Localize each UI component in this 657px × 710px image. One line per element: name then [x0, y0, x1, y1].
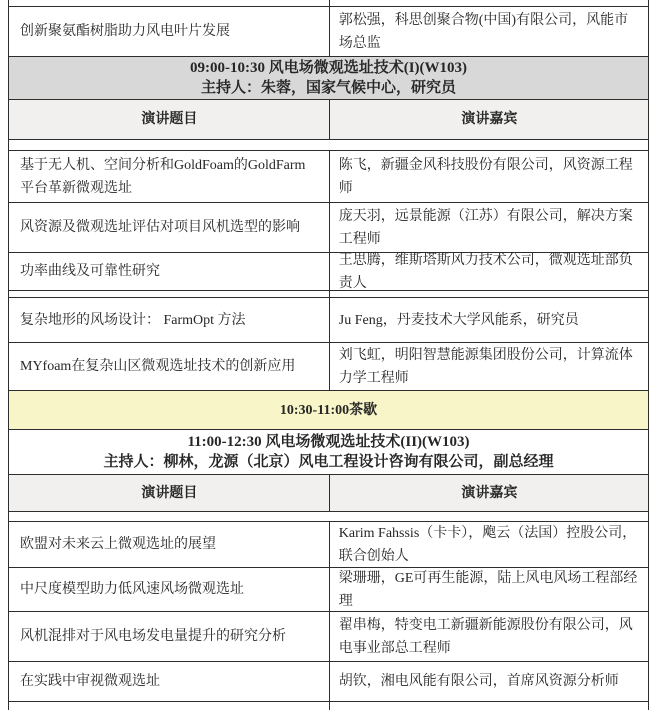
speaker-cell — [330, 0, 648, 6]
talk-title-cell: 在实践中审视微观选址 — [9, 662, 330, 701]
gap-cell — [330, 512, 648, 521]
agenda-row — [9, 343, 648, 391]
agenda-row — [9, 662, 648, 702]
agenda-row — [9, 151, 648, 203]
talk-title-cell: 中尺度模型助力低风速风场微观选址 — [9, 568, 330, 611]
session1-time-title: 09:00-10:30 风电场微观选址技术(I)(W103) — [189, 60, 468, 76]
speaker-cell: 刘飞虹，明阳智慧能源集团股份公司，计算流体力学工程师 — [338, 347, 633, 386]
gap-cell — [9, 512, 330, 521]
talk-title-cell: 复杂地形的风场设计： FarmOpt 方法 — [9, 298, 330, 342]
speaker-cell — [330, 702, 648, 710]
column-header-topic: 演讲题目 — [9, 475, 330, 511]
tea-break-label: 10:30-11:00茶歇 — [279, 402, 378, 418]
column-header-guest: 演讲嘉宾 — [461, 112, 518, 127]
talk-title-cell: 功率曲线及可靠性研究 — [9, 253, 330, 290]
talk-title-cell: 欧盟对未来云上微观选址的展望 — [9, 522, 330, 567]
speaker-cell: 陈飞，新疆金风科技股份有限公司，风资源工程师 — [338, 157, 633, 196]
session2-banner-text — [9, 430, 648, 474]
talk-title-cell: 基于无人机、空间分析和GoldFoam的GoldFarm平台革新微观选址 — [9, 151, 330, 202]
row-gap — [9, 140, 648, 151]
partial-row-top — [9, 0, 648, 7]
session2-chair: 主持人：柳林，龙源（北京）风电工程设计咨询有限公司，副总经理 — [103, 454, 554, 470]
session2-time-title: 11:00-12:30 风电场微观选址技术(II)(W103) — [187, 434, 470, 450]
column-header-row — [9, 100, 648, 140]
gap-cell — [9, 140, 330, 150]
speaker-cell: Karim Fahssis（卡卡），飑云（法国）控股公司，联合创始人 — [338, 525, 637, 564]
agenda-row — [9, 522, 648, 568]
column-header-guest: 演讲嘉宾 — [461, 485, 518, 501]
column-header-row — [9, 475, 648, 512]
talk-title-cell: 风机混排对于风电场发电量提升的研究分析 — [9, 612, 330, 661]
speaker-cell: 庞天羽，远景能源（江苏）有限公司，解决方案工程师 — [338, 208, 633, 247]
speaker-cell: 王思腾，维斯塔斯风力技术公司，微观选址部负责人 — [338, 252, 633, 291]
agenda-row — [9, 298, 648, 343]
speaker-cell: 郭松强，科思创聚合物(中国)有限公司，风能市场总监 — [338, 12, 629, 51]
gap-cell — [9, 291, 330, 297]
session2-banner — [9, 430, 648, 475]
agenda-table — [8, 0, 649, 710]
row-gap — [9, 291, 648, 298]
talk-title-cell: MYfoam在复杂山区微观选址技术的创新应用 — [9, 343, 330, 390]
agenda-row — [9, 612, 648, 662]
speaker-cell: 胡钦，湘电风能有限公司，首席风资源分析师 — [338, 674, 619, 689]
row-gap — [9, 512, 648, 522]
speaker-cell: Ju Feng，丹麦技术大学风能系，研究员 — [338, 312, 579, 328]
speaker-cell: 翟串梅，特变电工新疆新能源股份有限公司，风电事业部总工程师 — [338, 617, 633, 656]
gap-cell — [330, 140, 648, 150]
talk-title-cell: 风资源及微观选址评估对项目风机选型的影响 — [9, 203, 330, 252]
session1-chair: 主持人：朱蓉，国家气候中心，研究员 — [200, 80, 456, 96]
talk-title-cell — [9, 702, 330, 710]
gap-cell — [330, 291, 648, 297]
tea-break-row — [9, 391, 648, 430]
agenda-row — [9, 253, 648, 291]
talk-title-cell — [9, 0, 330, 6]
talk-title-cell: 创新聚氨酯树脂助力风电叶片发展 — [9, 7, 330, 56]
session1-banner — [9, 57, 648, 100]
column-header-topic: 演讲题目 — [9, 100, 330, 139]
session1-banner-text — [9, 57, 648, 99]
agenda-row — [9, 568, 648, 612]
speaker-cell: 梁珊珊，GE可再生能源，陆上风电风场工程部经理 — [338, 570, 638, 609]
agenda-row — [9, 203, 648, 253]
agenda-row — [9, 7, 648, 57]
partial-row-bottom — [9, 702, 648, 710]
